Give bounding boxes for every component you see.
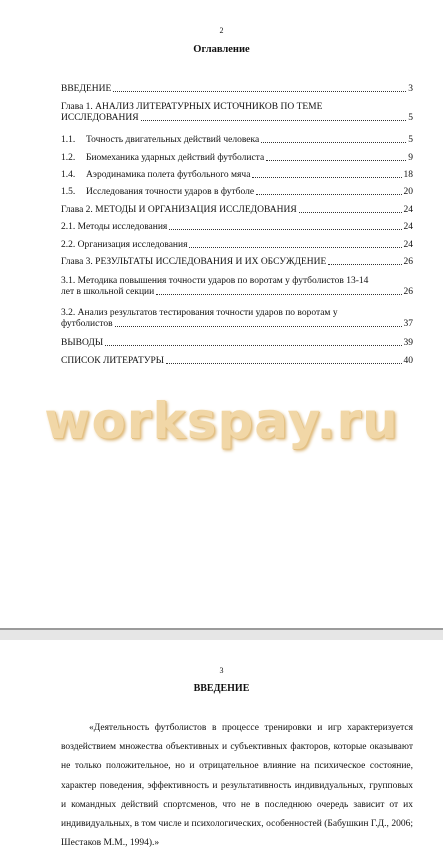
toc-title: Оглавление bbox=[193, 44, 250, 55]
page-separator bbox=[0, 628, 443, 640]
toc-entry-2-1[interactable]: 2.1. Методы исследования 24 bbox=[61, 222, 413, 232]
toc-entry-introduction[interactable]: ВВЕДЕНИЕ 3 bbox=[61, 84, 413, 94]
toc-entry-chapter-2[interactable]: Глава 2. МЕТОДЫ И ОРГАНИЗАЦИЯ ИССЛЕДОВАНИЯ 24 bbox=[61, 205, 413, 215]
toc-entry-1-4[interactable]: 1.4. Аэродинамика полета футбольного мяча 18 bbox=[61, 170, 413, 180]
toc-entry-1-1[interactable]: 1.1. Точность двигательных действий человека 5 bbox=[61, 135, 413, 145]
toc-entry-conclusions[interactable]: ВЫВОДЫ 39 bbox=[61, 338, 413, 348]
introduction-text bbox=[61, 719, 413, 853]
section-title-introduction: ВВЕДЕНИЕ bbox=[193, 683, 250, 694]
toc-entry-2-2[interactable]: 2.2. Организация исследования 24 bbox=[61, 240, 413, 250]
page-number: 3 bbox=[219, 666, 224, 675]
toc-entry-3-1[interactable]: 3.1. Методика повышения точности ударов по воротам у футболистов 13-14 лет в школьной секции 26 bbox=[61, 276, 413, 297]
toc-entry-chapter-3[interactable]: Глава 3. РЕЗУЛЬТАТЫ ИССЛЕДОВАНИЯ И ИХ ОБСУЖДЕНИЕ 26 bbox=[61, 257, 413, 267]
toc-entry-chapter-1[interactable]: Глава 1. АНАЛИЗ ЛИТЕРАТУРНЫХ ИСТОЧНИКОВ ПО ТЕМЕ ИССЛЕДОВАНИЯ 5 bbox=[61, 102, 413, 123]
toc-entry-1-5[interactable]: 1.5. Исследования точности ударов в футболе 20 bbox=[61, 187, 413, 197]
toc-entry-references[interactable]: СПИСОК ЛИТЕРАТУРЫ 40 bbox=[61, 356, 413, 366]
document-page-3 bbox=[0, 640, 443, 861]
page-number: 2 bbox=[219, 26, 224, 35]
watermark-text: workspay.ru bbox=[44, 392, 399, 450]
introduction-paragraph: «Деятельность футболистов в процессе тренировки и игр характеризуется воздействием множества объективных и субъективных факторов, которые оказывают не только положительное, но и отрицательное влияние на психическое состояние, характер поведения, эффективность и результативность индивидуальных, групповых и командных действий спортсменов, что не в последнюю очередь зависит от их индивидуальных, в том числе и психологических, особенностей (Бабушкин Г.Д., 2006; Шестаков М.М., 1994).» bbox=[61, 723, 413, 849]
toc-entry-1-2[interactable]: 1.2. Биомеханика ударных действий футболиста 9 bbox=[61, 153, 413, 163]
toc-entry-3-2[interactable]: 3.2. Анализ результатов тестирования точности ударов по воротам у футболистов 37 bbox=[61, 308, 413, 329]
